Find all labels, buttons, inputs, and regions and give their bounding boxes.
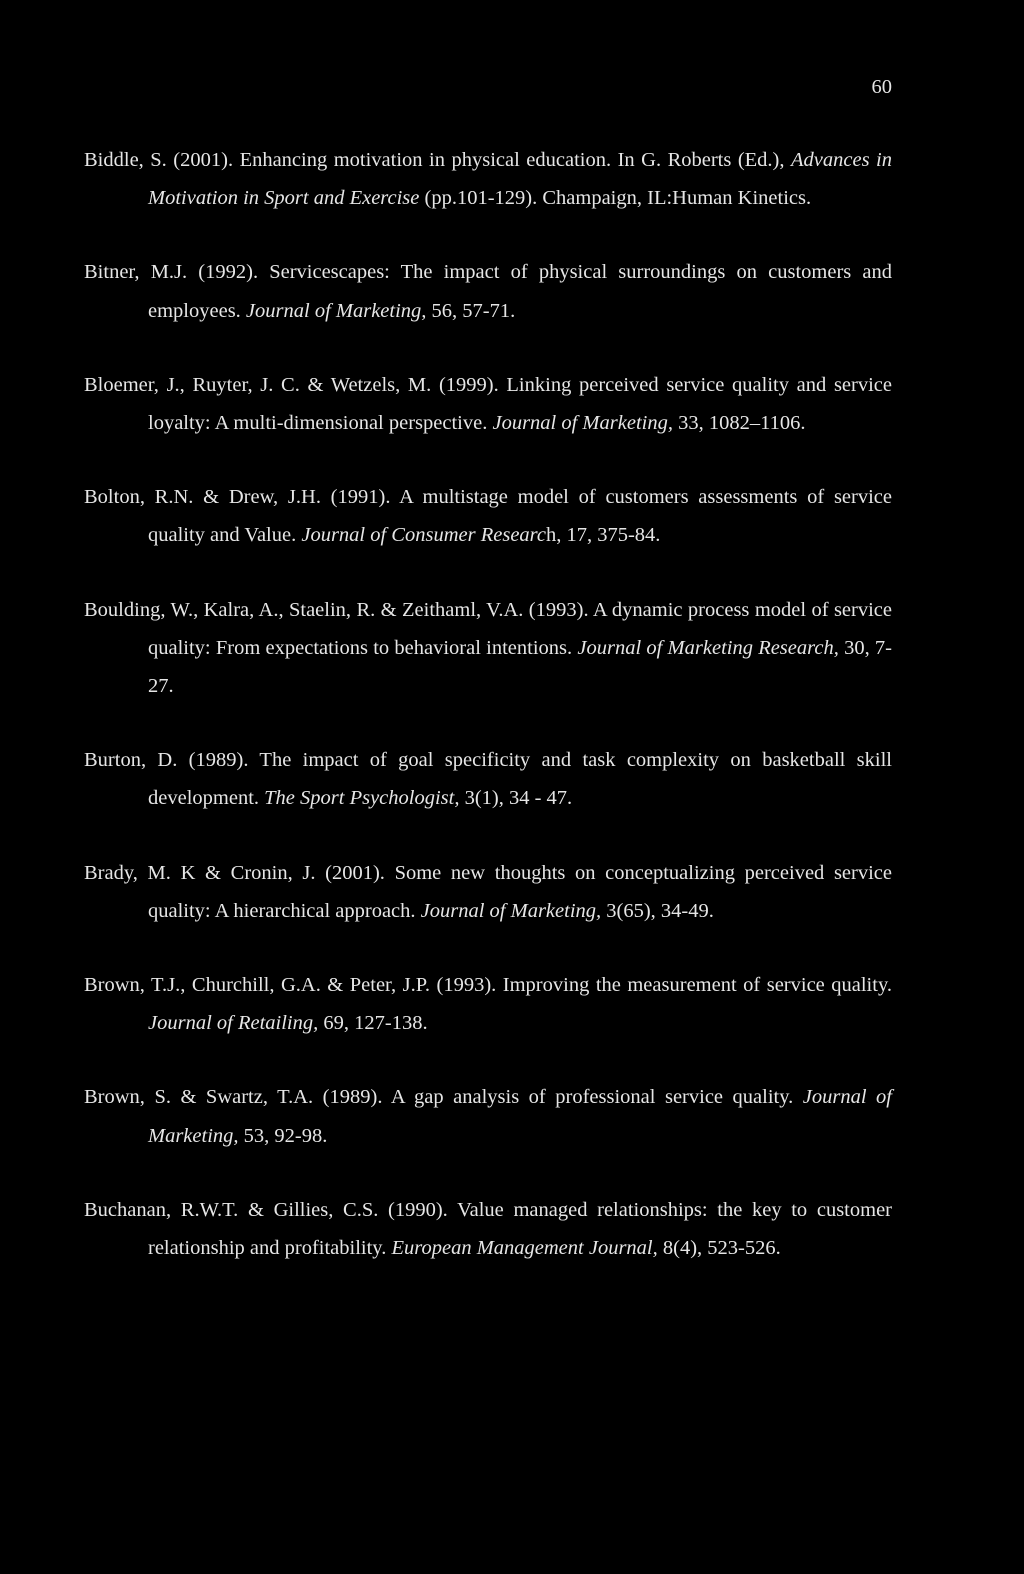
reference-text: Brown, S. & Swartz, T.A. (1989). A gap analysis of professional service quality. (84, 1086, 803, 1109)
reference-entry (84, 141, 892, 217)
reference-source-title: Journal of Retailing, (148, 1012, 319, 1035)
reference-details: 53, 92-98. (238, 1124, 328, 1147)
reference-details: 3(65), 34-49. (601, 899, 714, 922)
reference-details: 33, 1082–1106. (672, 412, 806, 435)
reference-text: Bolton, R.N. & Drew, J.H. (1991). A multistage model of customers assessments of service quality and Value. (84, 486, 892, 547)
reference-entry (84, 366, 892, 442)
reference-text: Burton, D. (1989). The impact of goal specificity and task complexity on basketball skill development. (84, 749, 892, 810)
reference-details: 69, 127-138. (318, 1012, 428, 1035)
reference-entry (84, 591, 892, 706)
reference-source-title: Journal of Marketing, (492, 412, 673, 435)
reference-entry (84, 253, 892, 329)
reference-details: 8(4), 523-526. (657, 1237, 781, 1260)
reference-details: 30, 7-27. (148, 636, 892, 698)
reference-source-title: Journal of Marketing Research, (577, 636, 839, 659)
reference-entry (84, 854, 892, 930)
reference-entry (84, 1191, 892, 1267)
reference-source-title: Journal of Marketing, (245, 299, 427, 322)
reference-details: h, 17, 375-84. (545, 524, 661, 547)
reference-source-title: European Management Journal, (391, 1237, 658, 1260)
reference-text: Biddle, S. (2001). Enhancing motivation in physical education. In G. Roberts (Ed.), (84, 149, 791, 171)
reference-source-title: Journal of Consumer Researc (301, 524, 546, 547)
reference-source-title: The Sport Psychologist, (264, 787, 460, 810)
reference-entry (84, 478, 892, 554)
reference-source-title: Journal of Marketing, (420, 899, 602, 922)
reference-text: Bitner, M.J. (1992). Servicescapes: The impact of physical surroundings on customers and employees. (84, 261, 892, 322)
reference-details: (pp.101-129). Champaign, IL:Human Kinetics. (419, 187, 812, 210)
reference-text: Buchanan, R.W.T. & Gillies, C.S. (1990). Value managed relationships: the key to customer relationship and profitability. (84, 1198, 892, 1260)
reference-list (84, 141, 892, 1303)
reference-text: Boulding, W., Kalra, A., Staelin, R. & Zeithaml, V.A. (1993). A dynamic process model of service quality: From expectations to behavioral intentions. (84, 598, 892, 659)
reference-text: Brown, T.J., Churchill, G.A. & Peter, J.P. (1993). Improving the measurement of service quality. (84, 974, 892, 997)
reference-text: Brady, M. K & Cronin, J. (2001). Some new thoughts on conceptualizing perceived service quality: A hierarchical approach. (84, 861, 892, 922)
reference-entry (84, 1078, 892, 1154)
reference-entry (84, 741, 892, 817)
reference-text: Bloemer, J., Ruyter, J. C. & Wetzels, M. (1999). Linking perceived service quality and service loyalty: A multi-dimensional perspective. (84, 373, 892, 435)
reference-details: 56, 57-71. (426, 299, 516, 322)
reference-source-title: Advances in Motivation in Sport and Exercise (148, 149, 892, 210)
reference-details: 3(1), 34 - 47. (459, 787, 573, 810)
page-number: 60 (871, 76, 892, 98)
reference-source-title: Journal of Marketing, (148, 1086, 893, 1147)
reference-entry (84, 966, 892, 1042)
